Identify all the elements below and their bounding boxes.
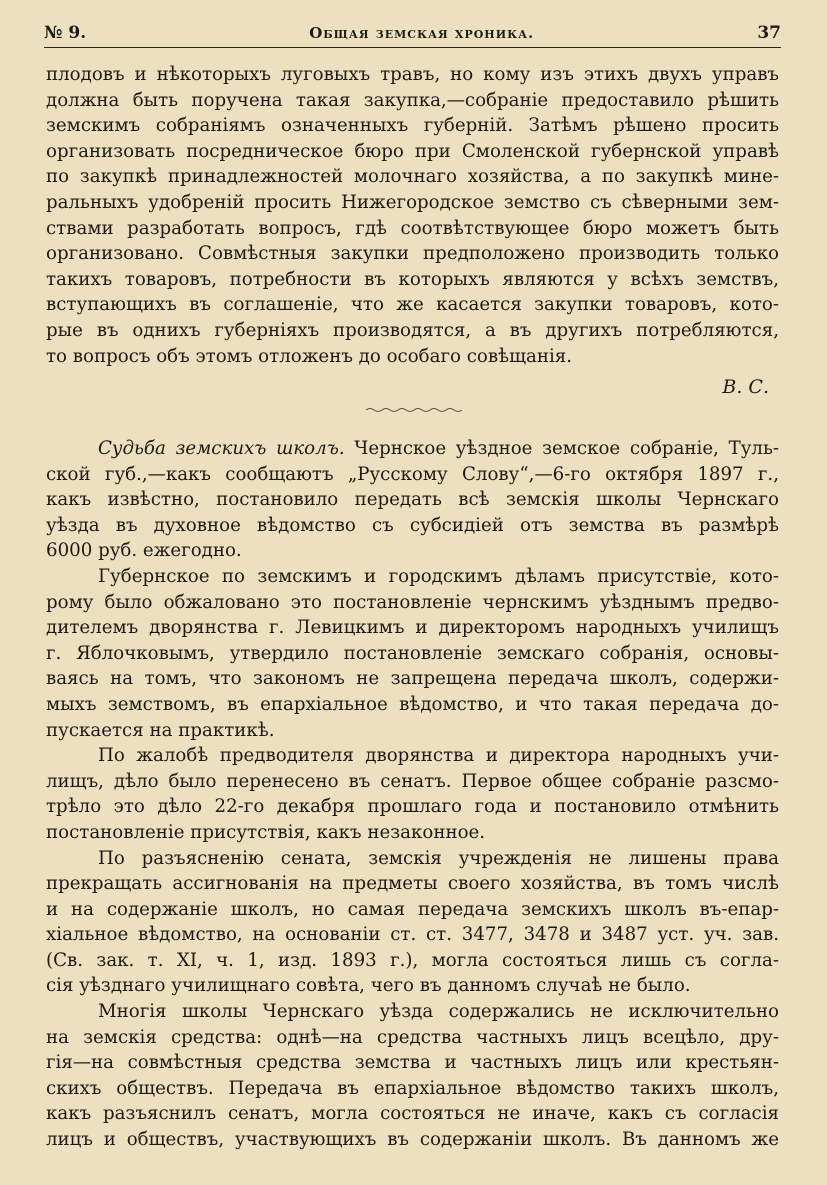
text-line: хіальное вѣдомство, на основаніи ст. ст. 3477, 3478 и 3487 уст. уч. зав.: [46, 924, 779, 946]
text-line: лищъ, дѣло было перенесено въ сенатъ. Первое общее собраніе разсмо-: [46, 770, 779, 792]
signature: В. С.: [722, 376, 769, 399]
text-line: то вопросъ объ этомъ отложенъ до особаго совѣщанія.: [46, 345, 573, 367]
text-line: такихъ товаровъ, потребности въ которыхъ являются у всѣхъ земствъ,: [46, 268, 779, 290]
text-line: вступающихъ въ соглашеніе, что же касается закупки товаровъ, кото-: [46, 294, 779, 316]
text-line: какъ извѣстно, постановило передать всѣ земскія школы Чернскаго: [46, 489, 779, 511]
running-title: Общая земская хроника.: [309, 24, 535, 42]
text-line: организовать посредническое бюро при Смоленской губернской управѣ: [46, 140, 779, 162]
text-line: земскимъ собраніямъ означенныхъ губерній. Затѣмъ рѣшено просить: [46, 115, 779, 137]
text-line: По разъясненію сената, земскія учрежденія не лишены права: [98, 847, 779, 869]
issue-number: № 9.: [44, 23, 87, 43]
text-line: ствами разработать вопросъ, гдѣ соотвѣтствующее бюро можетъ быть: [46, 217, 779, 239]
text-line: мыхъ земствомъ, въ епархіальное вѣдомство, и что такая передача до-: [46, 693, 779, 715]
text-line: ральныхъ удобреній просить Нижегородское земство съ сѣверными зем-: [46, 191, 779, 213]
text-line: уѣзда въ духовное вѣдомство съ субсидіей отъ земства въ размѣрѣ: [46, 514, 779, 536]
text-line: организовано. Совмѣстныя закупки предположено производить только: [46, 243, 779, 265]
text-line: дителемъ дворянства г. Левицкимъ и директоромъ народныхъ училищъ: [46, 617, 779, 639]
text-line: и на содержаніе школъ, но самая передача земскихъ школъ въ-епар-: [46, 898, 779, 920]
text-line: ваясь на томъ, что закономъ не запрещена передача школъ, содержи-: [46, 668, 779, 690]
text-line: прекращать ассигнованія на предметы своего хозяйства, въ томъ числѣ: [46, 873, 779, 895]
text-line: по закупкѣ принадлежностей молочнаго хозяйства, а по закупкѣ мине-: [46, 166, 779, 188]
text-line: на земскія средства: однѣ—на средства частныхъ лицъ всецѣло, дру-: [46, 1026, 779, 1048]
page-header: [44, 20, 781, 46]
text-block-1: [46, 62, 779, 401]
text-line: сія уѣзднаго училищнаго совѣта, чего въ данномъ случаѣ не было.: [46, 975, 691, 997]
text-line: рые въ однихъ губерніяхъ производятся, а въ другихъ потребляются,: [46, 319, 779, 341]
text-line: какъ разъяснилъ сенатъ, могла состояться не иначе, какъ съ согласія: [46, 1103, 779, 1125]
page-number: 37: [757, 23, 781, 43]
text-line: Губернское по земскимъ и городскимъ дѣламъ присутствіе, кото-: [98, 565, 779, 587]
text-line: лицъ и обществъ, участвующихъ въ содержаніи школъ. Въ данномъ же: [46, 1129, 779, 1151]
text-line: пускается на практикѣ.: [46, 719, 275, 741]
text-line: (Св. зак. т. XI, ч. 1, изд. 1893 г.), могла состояться лишь съ согла-: [46, 949, 779, 971]
text-line: Многія школы Чернскаго уѣзда содержались не исключительно: [98, 1001, 779, 1023]
text-line: плодовъ и нѣкоторыхъ луговыхъ травъ, но кому изъ этихъ двухъ управъ: [46, 64, 779, 85]
text-line: рому было обжаловано это постановленіе чернскимъ уѣзднымъ предво-: [46, 591, 779, 613]
text-line: постановленіе присутствія, какъ незаконное.: [46, 821, 486, 843]
text-block-2: [46, 436, 779, 1153]
text-line-rest: Чернское уѣздное земское собраніе, Туль-: [344, 438, 780, 459]
text-line: ской губ.,—какъ сообщаютъ „Русскому Слову“,—6-го октября 1897 г.,: [46, 463, 779, 485]
header-rule: [44, 47, 781, 48]
text-line: гія—на совмѣстныя средства земства и частныхъ лицъ или крестьян-: [46, 1052, 779, 1074]
text-line: 6000 руб. ежегодно.: [46, 540, 242, 562]
text-line: должна быть поручена такая закупка,—собраніе предоставило рѣшить: [46, 89, 779, 111]
wavy-divider-icon: [364, 406, 464, 414]
text-line: г. Яблочковымъ, утвердило постановленіе земскаго собранія, основы-: [46, 642, 779, 664]
paragraph-first-line: [46, 436, 779, 462]
text-line: По жалобѣ предводителя дворянства и директора народныхъ учи-: [98, 745, 779, 767]
section-title: Судьба земскихъ школъ.: [98, 438, 345, 459]
text-line: трѣло это дѣло 22-го декабря прошлаго года и постановило отмѣнить: [46, 796, 779, 818]
text-line: скихъ обществъ. Передача въ епархіальное вѣдомство такихъ школъ,: [46, 1077, 779, 1099]
